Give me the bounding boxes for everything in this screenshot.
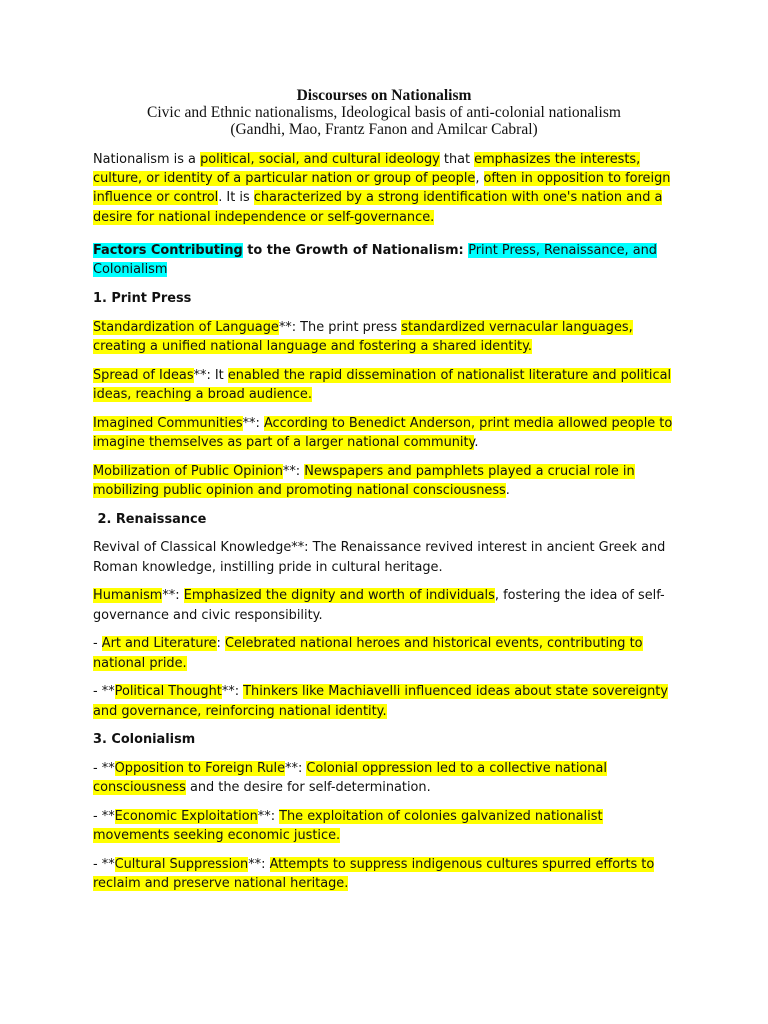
highlight: Standardization of Language	[93, 319, 279, 335]
highlight: Thinkers like Machiavelli influenced ideas about state sovereignty and governance, reinforcing national identity.	[93, 684, 668, 719]
cyan-highlight: Factors Contributing	[93, 242, 243, 258]
list-item: - **Political Thought**: Thinkers like Machiavelli influenced ideas about state sovereignty and governance, reinforcing national identity.	[93, 684, 668, 719]
highlight: Emphasized the dignity and worth of individuals	[183, 588, 495, 604]
highlight: Newspapers and pamphlets played a crucial role in mobilizing public opinion and promoting national consciousness	[93, 463, 635, 498]
highlight: standardized vernacular languages, creating a unified national language and fostering a shared identity.	[93, 319, 633, 354]
highlight: Colonial oppression led to a collective national consciousness	[93, 761, 607, 796]
list-item: Revival of Classical Knowledge**: The Renaissance revived interest in ancient Greek and Roman knowledge, instilling pride in cultural heritage.	[93, 540, 666, 575]
highlight: Economic Exploitation	[114, 809, 258, 825]
list-item: Standardization of Language**: The print press standardized vernacular languages, creating a unified national language and fostering a shared identity.	[93, 319, 633, 354]
section-heading-renaissance: 2. Renaissance	[93, 511, 207, 527]
highlight: Humanism	[93, 588, 163, 604]
highlight: Opposition to Foreign Rule	[114, 761, 286, 777]
highlight: often in opposition to foreign influence or control	[93, 171, 671, 206]
highlight: Imagined Communities	[93, 415, 243, 431]
highlight: Cultural Suppression	[114, 857, 249, 873]
highlight: The exploitation of colonies galvanized nationalist movements seeking economic justice.	[93, 809, 603, 844]
title-block	[0, 87, 768, 138]
intro-paragraph: Nationalism is a political, social, and cultural ideology that emphasizes the interests, culture, or identity of a particular nation or group of people, often in opposition to foreign influence or control. It is characterized by a strong identification with one's nation and a desire for national independence or self-governance.	[93, 152, 671, 225]
highlight: characterized by a strong identification with one's nation and a desire for national independence or self-governance.	[93, 190, 663, 225]
highlight: Political Thought	[114, 684, 222, 700]
highlight: Attempts to suppress indigenous cultures spurred efforts to reclaim and preserve national heritage.	[93, 857, 655, 892]
list-item: - **Opposition to Foreign Rule**: Colonial oppression led to a collective national consciousness and the desire for self-determination.	[93, 761, 607, 796]
highlight: emphasizes the interests, culture, or identity of a particular nation or group of people	[93, 152, 641, 187]
highlight: Spread of Ideas	[93, 367, 194, 383]
highlight: Mobilization of Public Opinion	[93, 463, 283, 479]
highlight: Art and Literature	[101, 636, 217, 652]
document-subtitle: Civic and Ethnic nationalisms, Ideological basis of anti-colonial nationalism	[147, 104, 621, 121]
highlight: According to Benedict Anderson, print media allowed people to imagine themselves as part of a larger national community	[93, 415, 673, 450]
list-item: Mobilization of Public Opinion**: Newspapers and pamphlets played a crucial role in mobilizing public opinion and promoting national consciousness.	[93, 463, 635, 498]
list-item: Humanism**: Emphasized the dignity and worth of individuals, fostering the idea of self-governance and civic responsibility.	[93, 588, 665, 623]
list-item: - **Economic Exploitation**: The exploitation of colonies galvanized nationalist movements seeking economic justice.	[93, 809, 603, 844]
document-body	[93, 150, 683, 903]
list-item: Imagined Communities**: According to Benedict Anderson, print media allowed people to imagine themselves as part of a larger national community.	[93, 415, 673, 450]
cyan-highlight: Print Press, Renaissance, and Colonialism	[93, 242, 657, 278]
section-heading-print-press: 1. Print Press	[93, 290, 192, 306]
highlight: enabled the rapid dissemination of nationalist literature and political ideas, reaching a broad audience.	[93, 367, 672, 402]
highlight: political, social, and cultural ideology	[200, 152, 440, 167]
section-heading-colonialism: 3. Colonialism	[93, 732, 196, 748]
list-item: Spread of Ideas**: It enabled the rapid dissemination of nationalist literature and political ideas, reaching a broad audience.	[93, 367, 672, 402]
factors-heading: Factors Contributing to the Growth of Nationalism: Print Press, Renaissance, and Colonialism	[93, 242, 657, 278]
list-item: - **Cultural Suppression**: Attempts to suppress indigenous cultures spurred efforts to reclaim and preserve national heritage.	[93, 857, 655, 892]
highlight: Celebrated national heroes and historical events, contributing to national pride.	[93, 636, 643, 671]
document-title: Discourses on Nationalism	[296, 87, 472, 104]
list-item: - Art and Literature: Celebrated national heroes and historical events, contributing to national pride.	[93, 636, 643, 671]
document-subtitle-authors: (Gandhi, Mao, Frantz Fanon and Amilcar Cabral)	[230, 121, 538, 138]
